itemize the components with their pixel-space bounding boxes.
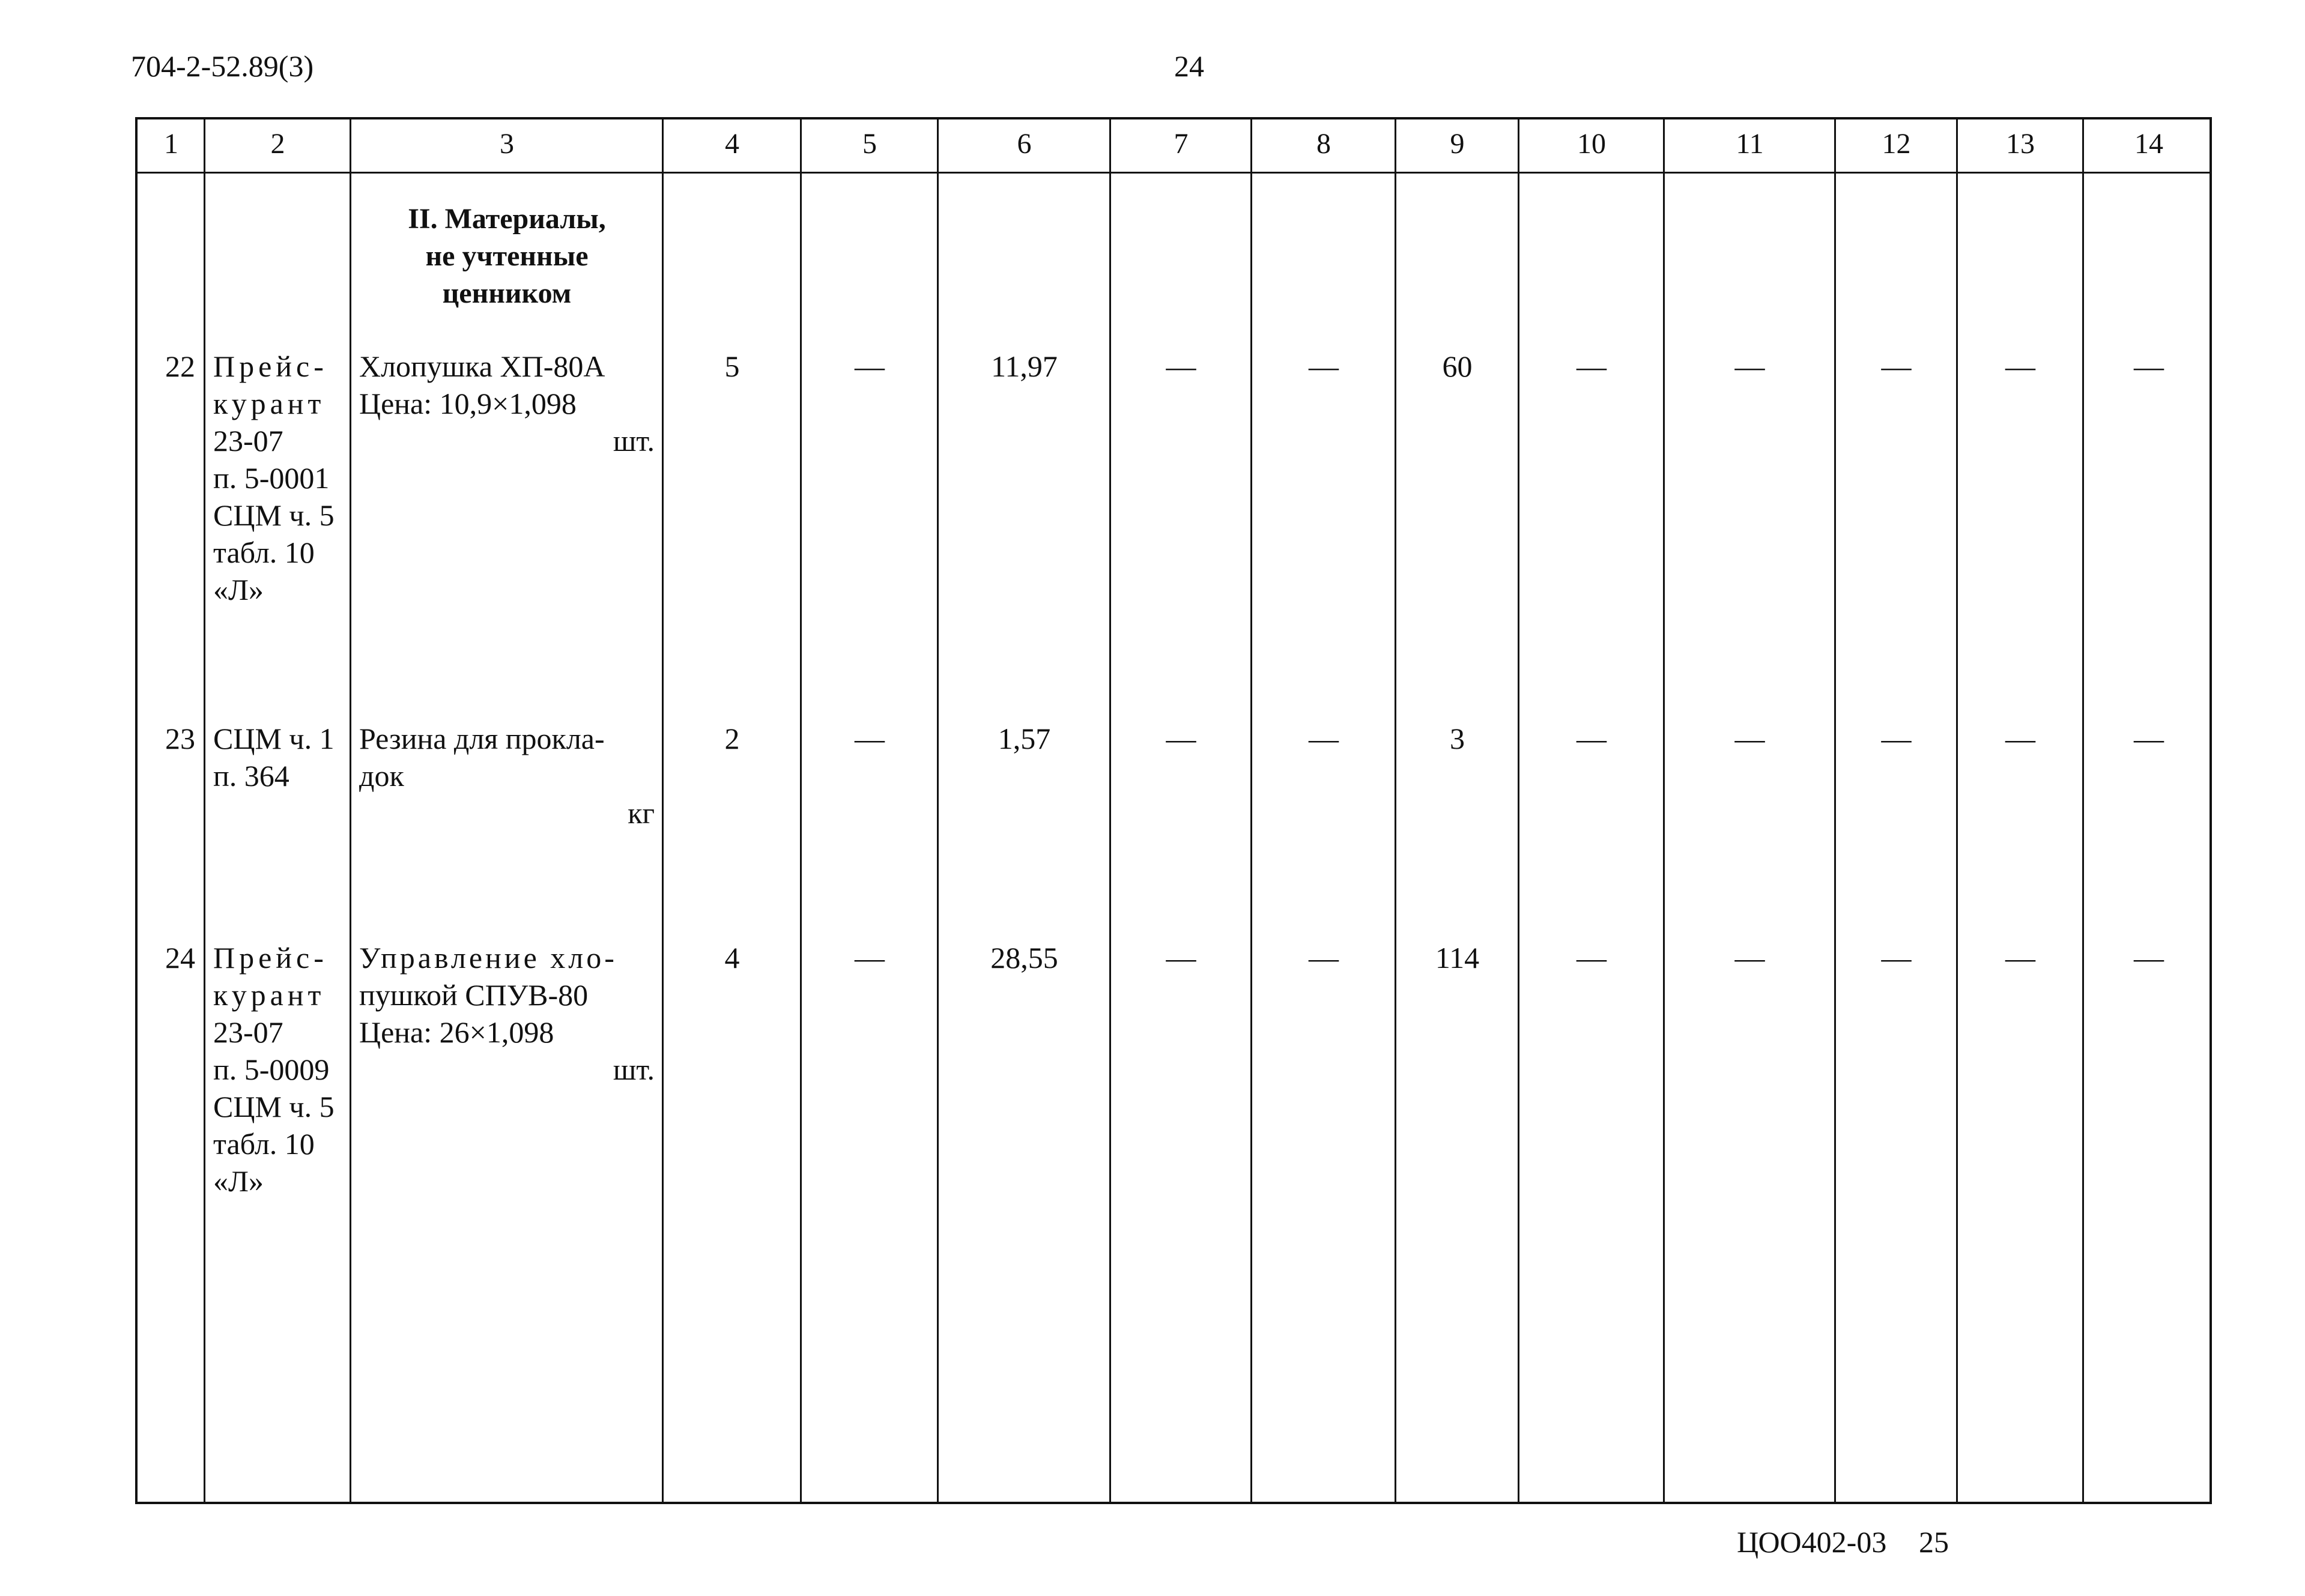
column-number-1: 1 (164, 128, 178, 160)
source-reference (213, 939, 347, 1200)
text-line: п. 364 (213, 759, 289, 793)
text-line: «Л» (213, 573, 264, 606)
cell-col-7: — (1166, 941, 1196, 975)
column-number-9: 9 (1450, 128, 1465, 160)
column-number-5: 5 (862, 128, 877, 160)
cell-col-11: — (1734, 722, 1765, 755)
column-divider (1395, 119, 1396, 1502)
document-code: 704-2-52.89(3) (131, 49, 314, 83)
source-reference (213, 720, 347, 794)
text-line: Прейс- (213, 941, 328, 975)
column-number-14: 14 (2134, 128, 2163, 160)
unit-of-measure: кг (628, 796, 655, 830)
cell-col-14: — (2134, 722, 2164, 755)
cell-col-11: — (1734, 941, 1765, 975)
cell-col-13: — (2005, 349, 2035, 383)
material-name (359, 720, 655, 832)
column-number-7: 7 (1174, 128, 1189, 160)
column-divider (1956, 119, 1958, 1502)
column-divider (937, 119, 939, 1502)
text-line: Хлопушка ХП-80А (359, 349, 605, 383)
text-line: п. 5-0009 (213, 1053, 330, 1086)
cell-col-12: — (1881, 349, 1912, 383)
cell-col-9: 114 (1435, 941, 1480, 975)
cell-col-10: — (1577, 941, 1607, 975)
row-number: 22 (165, 349, 195, 383)
column-number-12: 12 (1882, 128, 1911, 160)
text-line: Прейс- (213, 349, 328, 383)
material-name (359, 348, 655, 459)
cell-col-6: 1,57 (998, 722, 1051, 755)
column-divider (1663, 119, 1665, 1502)
column-number-8: 8 (1316, 128, 1331, 160)
cell-col-14: — (2134, 941, 2164, 975)
footer-code: ЦОО402-03 (1737, 1525, 1887, 1559)
column-number-6: 6 (1017, 128, 1032, 160)
text-line: Цена: 26×1,098 (359, 1015, 554, 1049)
column-number-4: 4 (725, 128, 739, 160)
cell-col-9: 60 (1442, 349, 1473, 383)
column-divider (204, 119, 205, 1502)
text-line: 23-07 (213, 1015, 283, 1049)
cell-col-11: — (1734, 349, 1765, 383)
page-number: 24 (1174, 49, 1204, 83)
cell-col-13: — (2005, 941, 2035, 975)
unit-of-measure: шт. (613, 1053, 655, 1086)
cell-col-8: — (1309, 722, 1339, 755)
text-line: 23-07 (213, 424, 283, 458)
column-divider (1834, 119, 1836, 1502)
cell-col-12: — (1881, 941, 1912, 975)
column-divider (1109, 119, 1111, 1502)
estimate-table (135, 117, 2212, 1504)
text-line: пушкой СПУВ-80 (359, 978, 589, 1012)
text-line: Цена: 10,9×1,098 (359, 387, 577, 420)
cell-col-8: — (1309, 349, 1339, 383)
cell-col-7: — (1166, 722, 1196, 755)
cell-col-7: — (1166, 349, 1196, 383)
text-line: II. Материалы, (408, 203, 606, 235)
cell-col-5: — (855, 722, 885, 755)
text-line: п. 5-0001 (213, 461, 330, 495)
column-number-2: 2 (270, 128, 285, 160)
section-title (351, 201, 663, 312)
cell-col-12: — (1881, 722, 1912, 755)
text-line: ценником (442, 277, 572, 309)
cell-col-4: 5 (724, 349, 740, 383)
text-line: не учтенные (425, 240, 589, 272)
text-line: «Л» (213, 1164, 264, 1198)
column-divider (350, 119, 351, 1502)
text-line: док (359, 759, 404, 793)
column-divider (800, 119, 802, 1502)
cell-col-10: — (1577, 349, 1607, 383)
text-line: Резина для прокла- (359, 722, 605, 755)
text-line: табл. 10 (213, 1127, 315, 1161)
text-line: табл. 10 (213, 536, 315, 569)
text-line: курант (213, 387, 326, 420)
footer-page-number: 25 (1919, 1525, 1949, 1559)
column-divider (2082, 119, 2084, 1502)
cell-col-8: — (1309, 941, 1339, 975)
column-divider (1250, 119, 1252, 1502)
cell-col-14: — (2134, 349, 2164, 383)
cell-col-5: — (855, 349, 885, 383)
cell-col-13: — (2005, 722, 2035, 755)
header-divider (138, 172, 2210, 174)
source-reference (213, 348, 347, 608)
unit-of-measure: шт. (613, 424, 655, 458)
column-number-11: 11 (1736, 128, 1764, 160)
column-number-10: 10 (1577, 128, 1606, 160)
text-line: курант (213, 978, 326, 1012)
text-line: СЦМ ч. 5 (213, 1090, 335, 1123)
cell-col-4: 4 (724, 941, 740, 975)
cell-col-6: 11,97 (991, 349, 1058, 383)
column-divider (1518, 119, 1519, 1502)
column-divider (662, 119, 664, 1502)
text-line: Управление хло- (359, 941, 617, 975)
text-line: СЦМ ч. 1 (213, 722, 335, 755)
cell-col-4: 2 (724, 722, 740, 755)
cell-col-9: 3 (1450, 722, 1465, 755)
cell-col-5: — (855, 941, 885, 975)
material-name (359, 939, 655, 1088)
row-number: 24 (165, 941, 195, 975)
cell-col-10: — (1577, 722, 1607, 755)
row-number: 23 (165, 722, 195, 755)
text-line: СЦМ ч. 5 (213, 498, 335, 532)
cell-col-6: 28,55 (990, 941, 1058, 975)
column-number-3: 3 (500, 128, 514, 160)
column-number-13: 13 (2006, 128, 2035, 160)
